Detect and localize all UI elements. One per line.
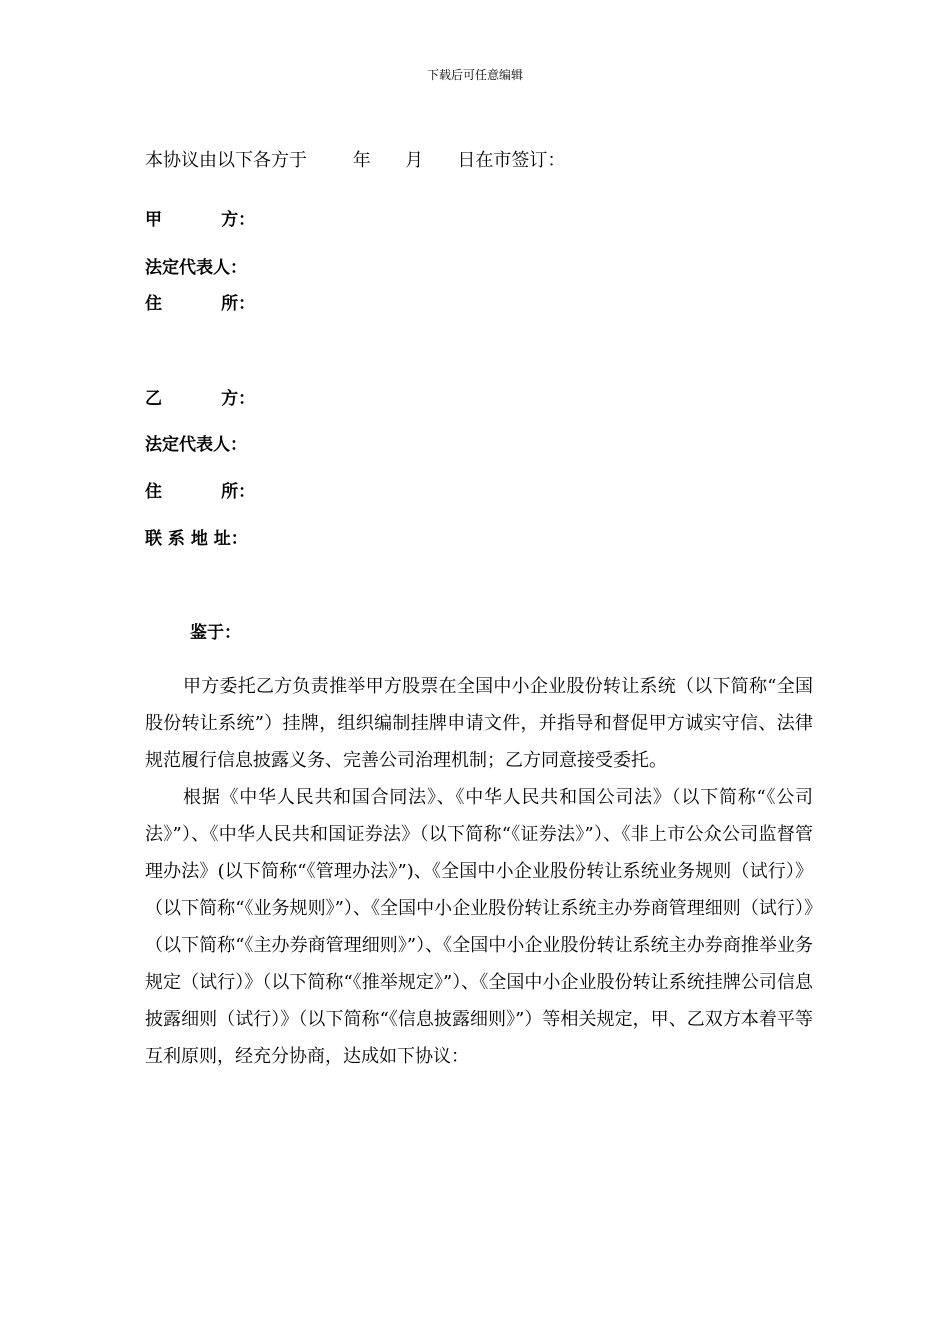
party-b-legal-rep-label: 法定代表人：	[145, 435, 247, 455]
agreement-intro: 本协议由以下各方于 年 月 日在市签订：	[145, 150, 566, 171]
party-a-legal-rep-label: 法定代表人：	[145, 258, 247, 278]
party-a-label: 甲 方：	[145, 210, 256, 230]
whereas-paragraph-1: 甲方委托乙方负责推举甲方股票在全国中小企业股份转让系统（以下简称“全国股份转让系统”）挂牌，组织编制挂牌申请文件，并指导和督促甲方诚实守信、法律规范履行信息披露义务、完善公司治理机制；乙方同意接受委托。	[145, 676, 813, 771]
party-b-label: 乙 方：	[145, 389, 256, 409]
party-b-address-label: 住 所：	[145, 482, 256, 502]
whereas-paragraph-2: 根据《中华人民共和国合同法》、《中华人民共和国公司法》（以下简称“《公司法》”）、《中华人民共和国证券法》（以下简称“《证券法》”）、《非上市公众公司监督管理办法》(以下简称“《管理办法》”)、《全国中小企业股份转让系统业务规则（试行）》（以下简称“《业务规则》”）、《全国中小企业股份转让系统主办券商管理细则（试行）》（以下简称“《主办券商管理细则》”）、《全国中小企业股份转让系统主办券商推举业务规定（试行）》（以下简称“《推举规定》”）、《全国中小企业股份转让系统挂牌公司信息披露细则（试行）》（以下简称“《信息披露细则》”）等相关规定，甲、乙双方本着平等互利原则，经充分协商，达成如下协议：	[145, 787, 813, 1067]
party-a-address-label: 住 所：	[145, 294, 256, 314]
party-b-contact-address-label: 联 系 地 址：	[145, 529, 248, 549]
page-header-note: 下载后可任意编辑	[426, 68, 523, 82]
whereas-heading: 鉴于：	[190, 623, 241, 643]
